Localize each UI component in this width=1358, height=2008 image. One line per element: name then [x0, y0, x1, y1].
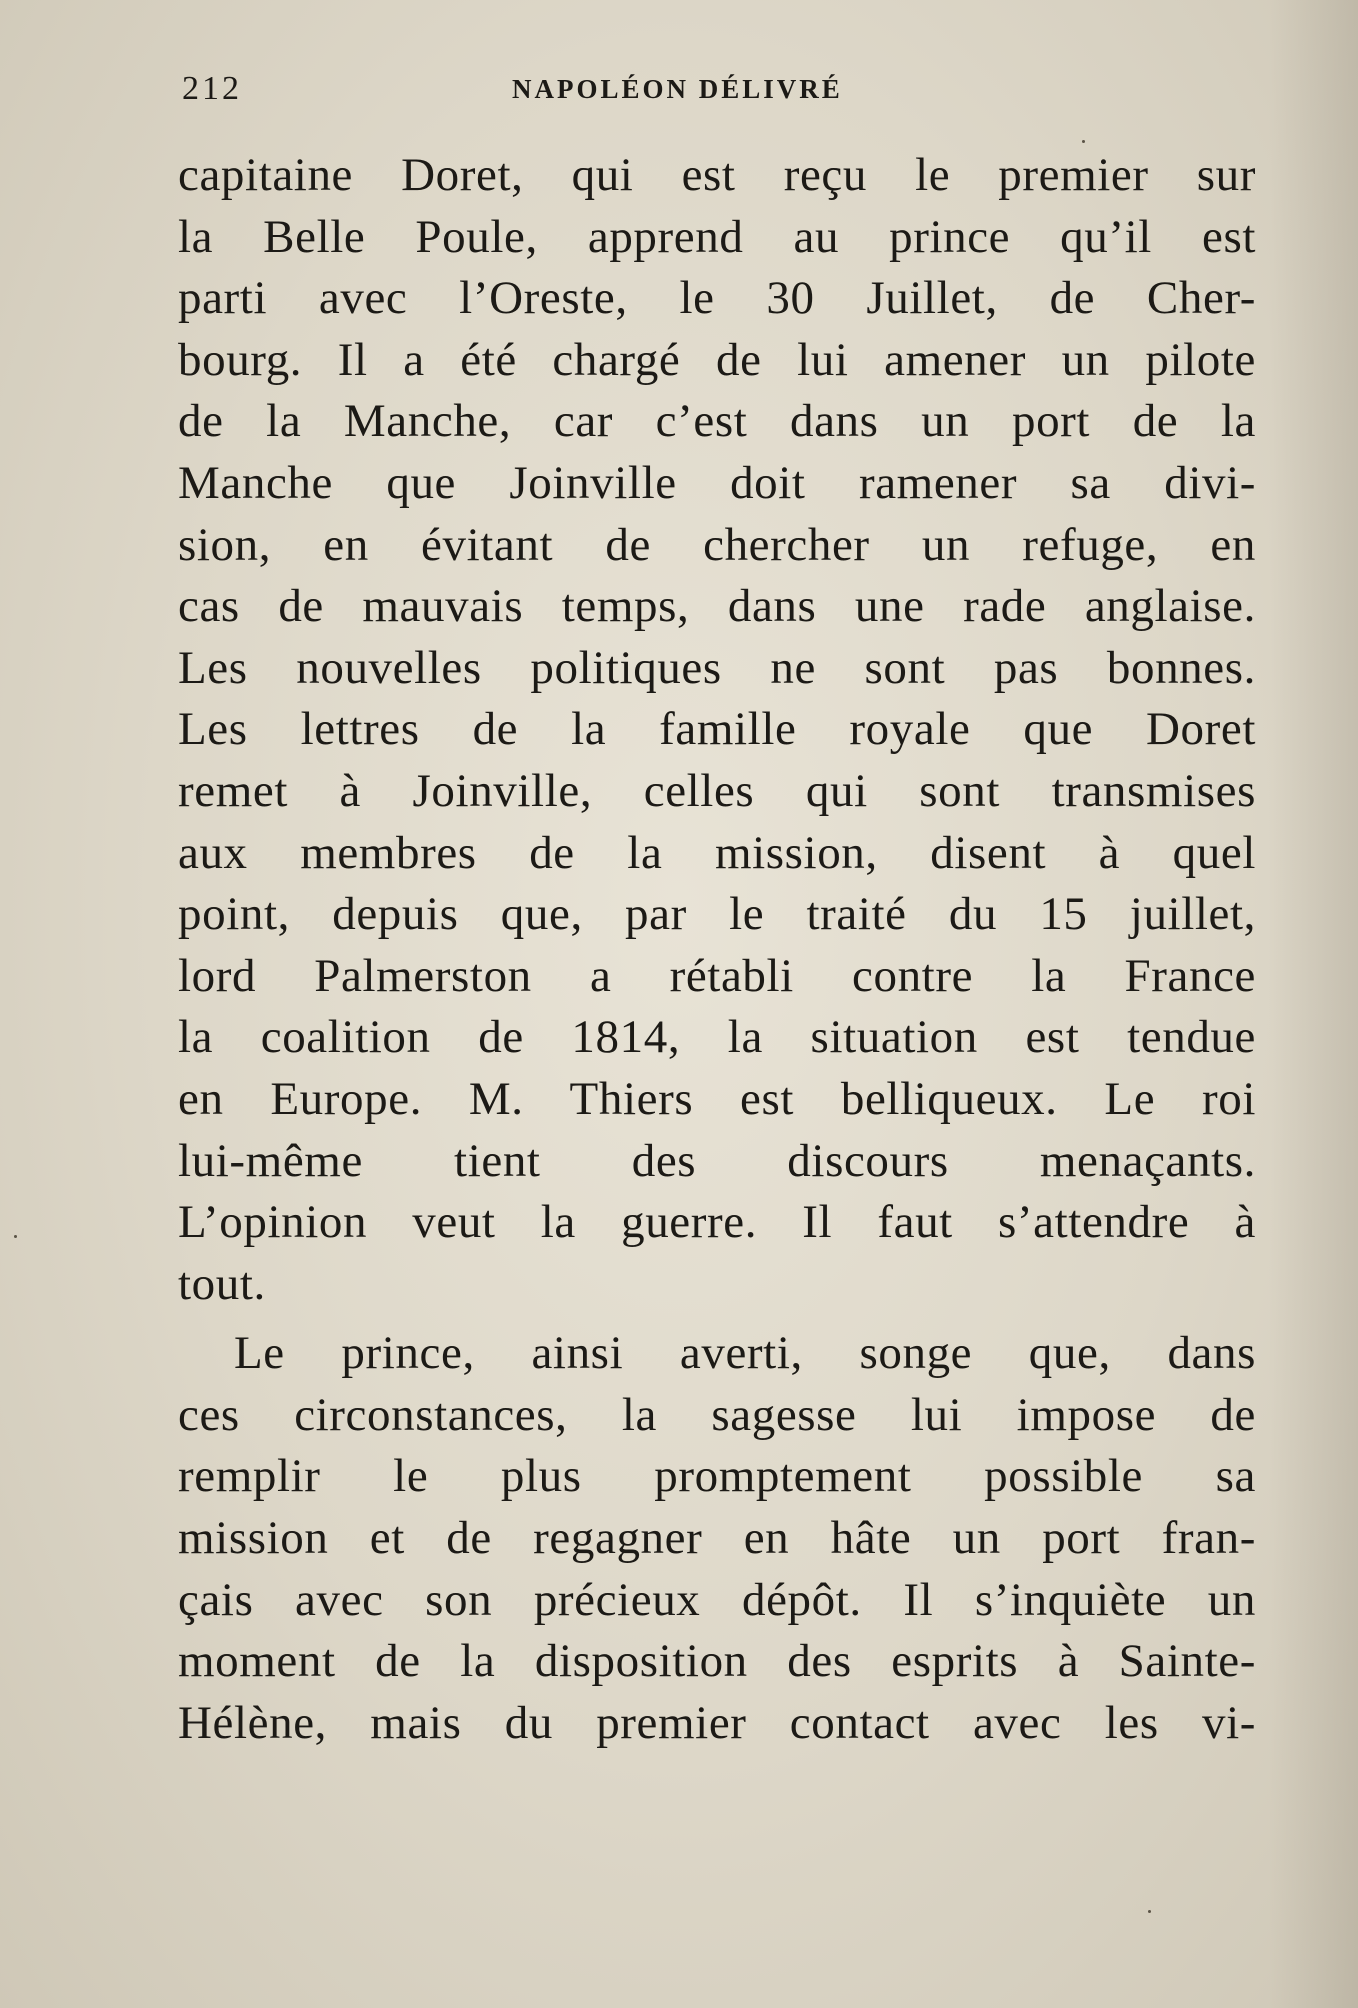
- text-line: en Europe. M. Thiers est belliqueux. Le roi: [178, 1072, 1256, 1125]
- text-line: remet à Joinville, celles qui sont transmises: [178, 764, 1256, 817]
- running-header: [182, 70, 1257, 120]
- text-line: lui-même tient des discours menaçants.: [178, 1134, 1256, 1187]
- paper-speck: [14, 1235, 17, 1238]
- text-line: la Belle Poule, apprend au prince qu’il est: [178, 210, 1256, 263]
- body-text: [178, 145, 1256, 1754]
- text-line: point, depuis que, par le traité du 15 juillet,: [178, 888, 1256, 941]
- text-line: de la Manche, car c’est dans un port de la: [178, 395, 1256, 448]
- paragraph-gap: [178, 1315, 1256, 1323]
- text-line: bourg. Il a été chargé de lui amener un pilote: [178, 333, 1256, 386]
- paragraph: [178, 1323, 1256, 1754]
- text-line: Les nouvelles politiques ne sont pas bonnes.: [178, 641, 1256, 694]
- page-edge-shadow: [1268, 0, 1358, 2008]
- text-line: moment de la disposition des esprits à Sainte-: [178, 1635, 1256, 1688]
- text-line: Hélène, mais du premier contact avec les vi-: [178, 1696, 1256, 1749]
- text-line: çais avec son précieux dépôt. Il s’inquiète un: [178, 1573, 1256, 1626]
- text-line: mission et de regagner en hâte un port fran-: [178, 1512, 1256, 1565]
- text-line: sion, en évitant de chercher un refuge, en: [178, 518, 1256, 571]
- text-line: parti avec l’Oreste, le 30 Juillet, de Cher-: [178, 272, 1256, 325]
- text-line: ces circonstances, la sagesse lui impose de: [178, 1388, 1256, 1441]
- paper-speck: [1148, 1910, 1151, 1913]
- running-title: NAPOLÉON DÉLIVRÉ: [512, 74, 843, 104]
- text-line: aux membres de la mission, disent à quel: [178, 826, 1256, 879]
- text-line: L’opinion veut la guerre. Il faut s’attendre à: [178, 1196, 1256, 1249]
- text-line: Les lettres de la famille royale que Doret: [178, 703, 1256, 756]
- text-line: cas de mauvais temps, dans une rade anglaise.: [178, 580, 1256, 633]
- text-line: Manche que Joinville doit ramener sa divi-: [178, 456, 1256, 509]
- paragraph: [178, 145, 1256, 1315]
- page-number: 212: [182, 70, 242, 107]
- text-line: lord Palmerston a rétabli contre la France: [178, 949, 1256, 1002]
- text-line: Le prince, ainsi averti, songe que, dans: [234, 1327, 1256, 1380]
- text-line: capitaine Doret, qui est reçu le premier sur: [178, 149, 1256, 201]
- text-line: remplir le plus promptement possible sa: [178, 1450, 1256, 1503]
- text-line: la coalition de 1814, la situation est tendue: [178, 1011, 1256, 1064]
- text-line: tout.: [178, 1257, 266, 1310]
- paper-speck: [1082, 140, 1085, 143]
